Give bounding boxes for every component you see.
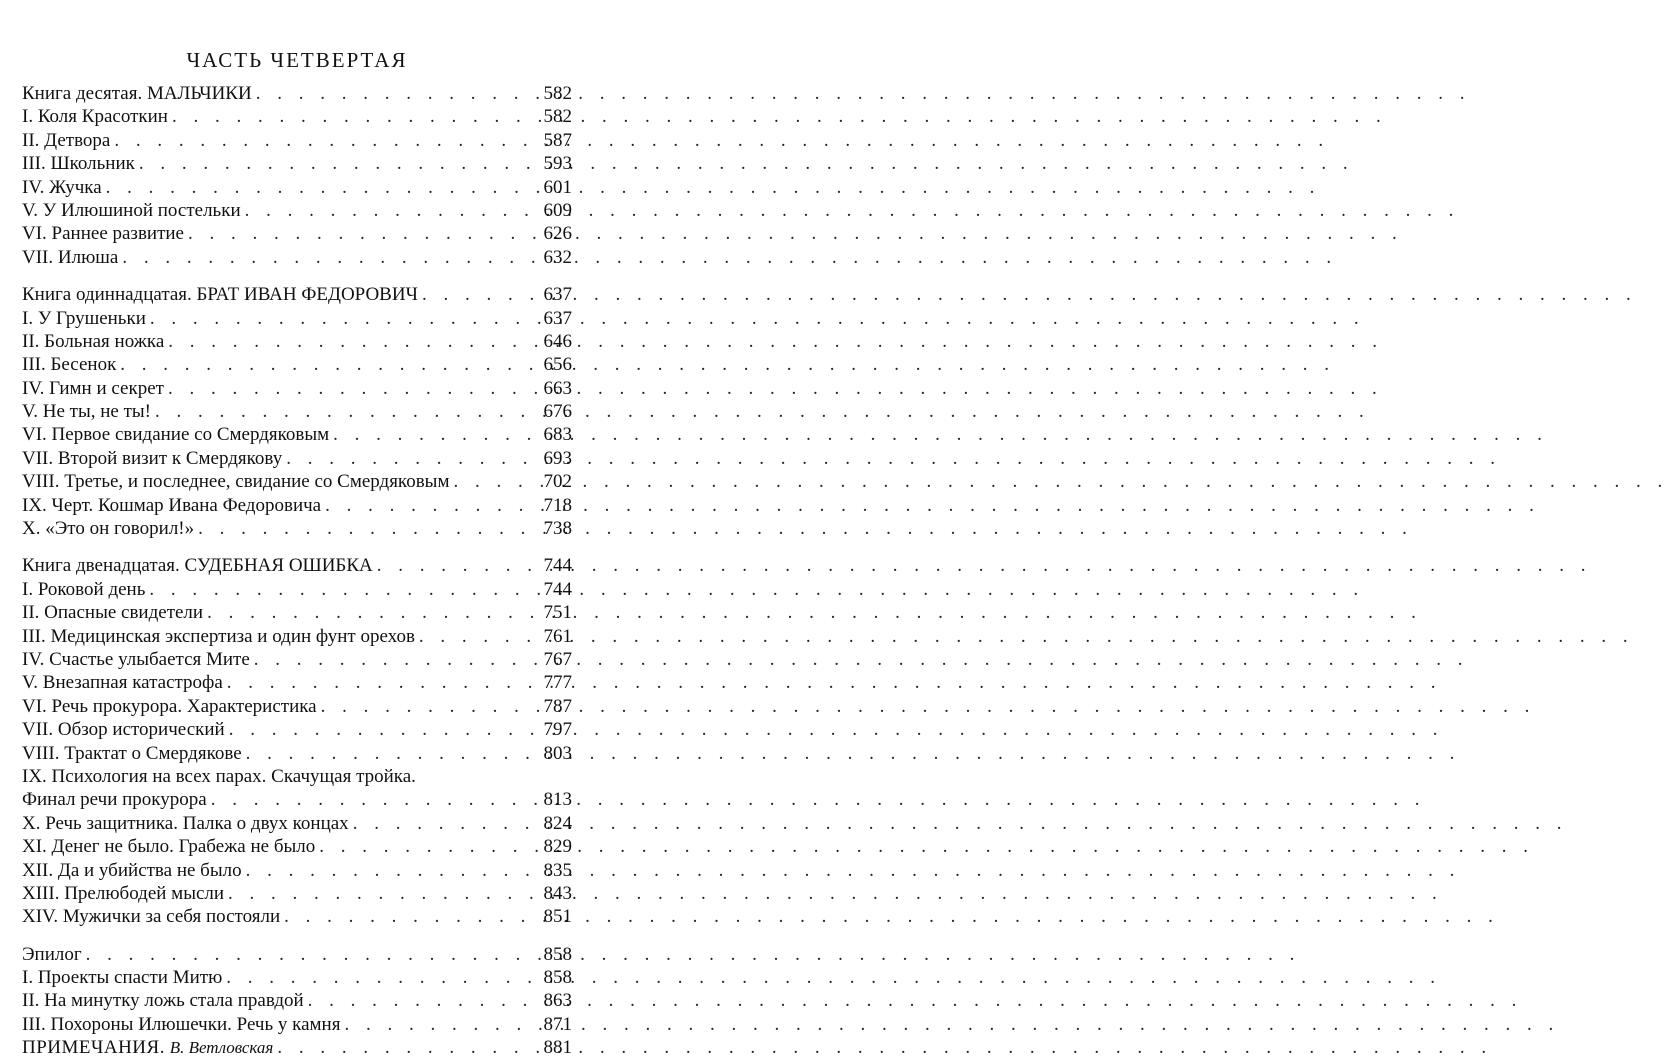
entry-title: II. На минутку ложь стала правдой: [22, 990, 304, 1012]
entry-title: Финал речи прокурора: [22, 789, 207, 811]
entry-title: III. Бесенок: [22, 354, 117, 376]
entry-title: Книга двенадцатая. СУДЕБНАЯ ОШИБКА: [22, 555, 373, 577]
dot-leader: [120, 353, 534, 376]
page-number: 738: [543, 518, 572, 540]
toc-entry-chapter[interactable]: [22, 470, 572, 493]
entry-title: VIII. Третье, и последнее, свидание со Смердяковым: [22, 471, 450, 493]
entry-title: II. Больная ножка: [22, 330, 165, 352]
toc-entry-chapter[interactable]: [22, 788, 572, 811]
dot-leader: [419, 625, 534, 648]
toc-entry-chapter[interactable]: [22, 176, 572, 199]
page-number: 824: [543, 812, 572, 834]
page-number: 744: [543, 578, 572, 600]
toc-entry-chapter[interactable]: [22, 812, 572, 835]
toc-entry-chapter[interactable]: [22, 835, 572, 858]
page-number: 787: [543, 695, 572, 717]
page-number: 777: [543, 672, 572, 694]
dot-leader: [333, 423, 534, 446]
page-number: 718: [543, 494, 572, 516]
entry-title: V. Не ты, не ты!: [22, 401, 151, 423]
entry-title: VI. Раннее развитие: [22, 223, 184, 245]
page-number: 632: [543, 246, 572, 268]
dot-leader: [168, 377, 534, 400]
dot-leader: [319, 835, 534, 858]
dot-leader: [211, 788, 534, 811]
dot-leader: [198, 517, 534, 540]
dot-leader: [344, 1013, 534, 1036]
entry-title: I. Коля Красоткин: [22, 106, 168, 128]
dot-leader: [172, 105, 534, 128]
entry-title: XIV. Мужички за себя постояли: [22, 906, 281, 928]
toc-entry-chapter[interactable]: [22, 494, 572, 517]
entry-title: X. Речь защитника. Палка о двух концах: [22, 812, 349, 834]
entry-title: V. У Илюшиной постельки: [22, 199, 241, 221]
entry-title: IV. Жучка: [22, 176, 102, 198]
page-number: 829: [543, 836, 572, 858]
page-number: 744: [543, 555, 572, 577]
toc-entry-chapter[interactable]: [22, 859, 572, 882]
dot-leader: [277, 1036, 534, 1059]
page-number: 587: [543, 129, 572, 151]
toc-entry-chapter[interactable]: [22, 601, 572, 624]
dot-leader: [122, 246, 534, 269]
toc-entry-chapter[interactable]: [22, 671, 572, 694]
dot-leader: [227, 671, 534, 694]
page-number: 702: [543, 471, 572, 493]
entry-title: Книга одиннадцатая. БРАТ ИВАН ФЕДОРОВИЧ: [22, 284, 418, 306]
toc-entry-book-heading[interactable]: [22, 554, 572, 577]
page-number: 663: [543, 377, 572, 399]
toc-section: [22, 283, 572, 540]
page-number: 767: [543, 648, 572, 670]
toc-entry-chapter[interactable]: [22, 307, 572, 330]
notes-title: [22, 1036, 273, 1059]
dot-leader: [321, 695, 534, 718]
toc-entry-chapter[interactable]: [22, 517, 572, 540]
entry-title: VI. Речь прокурора. Характеристика: [22, 695, 317, 717]
entry-title: II. Опасные свидетели: [22, 602, 204, 624]
page-number: 813: [543, 789, 572, 811]
dot-leader: [246, 742, 534, 765]
page-number: 871: [543, 1013, 572, 1035]
entry-title: XIII. Прелюбодей мысли: [22, 882, 225, 904]
dot-leader: [155, 400, 534, 423]
toc-entry-chapter[interactable]: [22, 578, 572, 601]
entry-title: VIII. Трактат о Смердякове: [22, 742, 242, 764]
page-number: 582: [543, 106, 572, 128]
dot-leader: [150, 307, 534, 330]
page-number: 626: [543, 223, 572, 245]
page-number: 858: [543, 943, 572, 965]
toc-entry-chapter[interactable]: [22, 246, 572, 269]
dot-leader: [86, 943, 534, 966]
page-number: 851: [543, 906, 572, 928]
dot-leader: [106, 176, 534, 199]
page-number: 646: [543, 330, 572, 352]
dot-leader: [246, 859, 534, 882]
dot-leader: [228, 882, 534, 905]
entry-title: IX. Черт. Кошмар Ивана Федоровича: [22, 494, 322, 516]
toc-entry-chapter[interactable]: [22, 966, 572, 989]
page-number: 803: [543, 742, 572, 764]
dot-leader: [168, 330, 534, 353]
toc-entry-chapter[interactable]: [22, 765, 572, 788]
entry-title: I. Роковой день: [22, 578, 146, 600]
dot-leader: [207, 601, 534, 624]
entry-title: I. У Грушеньки: [22, 307, 146, 329]
notes-section: [22, 1036, 572, 1059]
dot-leader: [256, 82, 534, 105]
page-number: 858: [543, 967, 572, 989]
entry-title: VII. Илюша: [22, 246, 119, 268]
dot-leader: [284, 905, 534, 928]
dot-leader: [226, 966, 534, 989]
dot-leader: [422, 283, 534, 306]
page-number: 761: [543, 625, 572, 647]
entry-title: IV. Счастье улыбается Мите: [22, 648, 250, 670]
toc-entry-chapter[interactable]: [22, 695, 572, 718]
dot-leader: [245, 199, 534, 222]
toc-entry-chapter[interactable]: [22, 400, 572, 423]
dot-leader: [453, 470, 534, 493]
page-number: 683: [543, 424, 572, 446]
entry-title: Эпилог: [22, 943, 82, 965]
dot-leader: [325, 494, 534, 517]
page-number: 609: [543, 199, 572, 221]
toc-section: [22, 82, 572, 269]
dot-leader: [353, 812, 534, 835]
dot-leader: [377, 554, 534, 577]
table-of-contents: [22, 42, 572, 1060]
page-number: 637: [543, 307, 572, 329]
entry-title: VII. Второй визит к Смердякову: [22, 447, 283, 469]
toc-entry-chapter[interactable]: [22, 423, 572, 446]
entry-title: IV. Гимн и секрет: [22, 377, 164, 399]
toc-entry-chapter[interactable]: [22, 742, 572, 765]
page-number: 797: [543, 719, 572, 741]
page-number: 593: [543, 153, 572, 175]
entry-title: III. Похороны Илюшечки. Речь у камня: [22, 1013, 341, 1035]
entry-title: V. Внезапная катастрофа: [22, 672, 223, 694]
page-number: 676: [543, 401, 572, 423]
entry-title: I. Проекты спасти Митю: [22, 967, 223, 989]
toc-entry-notes[interactable]: [22, 1036, 572, 1059]
entry-title: XI. Денег не было. Грабежа не было: [22, 836, 316, 858]
toc-entry-book-heading[interactable]: [22, 82, 572, 105]
page-number: 751: [543, 602, 572, 624]
page-number: 843: [543, 882, 572, 904]
entry-title: II. Детвора: [22, 129, 111, 151]
dot-leader: [254, 648, 534, 671]
entry-title: VII. Обзор исторический: [22, 719, 225, 741]
toc-entry-book-heading[interactable]: [22, 283, 572, 306]
toc-entry-chapter[interactable]: [22, 648, 572, 671]
page-number: 693: [543, 447, 572, 469]
entry-title: Книга десятая. МАЛЬЧИКИ: [22, 83, 252, 104]
page-number: 835: [543, 859, 572, 881]
dot-leader: [286, 447, 534, 470]
toc-entry-chapter[interactable]: [22, 882, 572, 905]
toc-entry-chapter[interactable]: [22, 625, 572, 648]
page-number: 863: [543, 990, 572, 1012]
toc-section: [22, 554, 572, 928]
entry-title: III. Школьник: [22, 153, 135, 175]
notes-author: В. Ветловская: [169, 1038, 274, 1058]
dot-leader: [139, 152, 534, 175]
entry-title: XII. Да и убийства не было: [22, 859, 242, 881]
toc-sections: [22, 82, 572, 1036]
dot-leader: [149, 578, 534, 601]
entry-title: X. «Это он говорил!»: [22, 518, 195, 540]
toc-entry-chapter[interactable]: [22, 989, 572, 1012]
toc-entry-chapter[interactable]: [22, 353, 572, 376]
entry-title: III. Медицинская экспертиза и один фунт орехов: [22, 625, 415, 647]
dot-leader: [188, 222, 534, 245]
toc-entry-chapter[interactable]: [22, 199, 572, 222]
entry-title: IX. Психология на всех парах. Скачущая тройка.: [22, 765, 416, 787]
page-number: 881: [543, 1037, 572, 1059]
toc-entry-chapter[interactable]: [22, 718, 572, 741]
toc-entry-chapter[interactable]: [22, 377, 572, 400]
notes-label: ПРИМЕЧАНИЯ.: [22, 1037, 165, 1059]
toc-entry-chapter[interactable]: [22, 1013, 572, 1036]
toc-entry-book-heading[interactable]: [22, 943, 572, 966]
toc-entry-chapter[interactable]: [22, 152, 572, 175]
toc-section: [22, 943, 572, 1037]
toc-entry-chapter[interactable]: [22, 447, 572, 470]
toc-entry-chapter[interactable]: [22, 129, 572, 152]
entry-title: VI. Первое свидание со Смердяковым: [22, 424, 330, 446]
toc-entry-chapter[interactable]: [22, 222, 572, 245]
toc-entry-chapter[interactable]: [22, 105, 572, 128]
dot-leader: [114, 129, 534, 152]
toc-entry-chapter[interactable]: [22, 330, 572, 353]
toc-entry-chapter[interactable]: [22, 905, 572, 928]
page-number: 637: [543, 284, 572, 306]
page-number: 601: [543, 176, 572, 198]
page-number: 582: [543, 83, 572, 104]
page-number: 656: [543, 354, 572, 376]
dot-leader: [229, 718, 534, 741]
dot-leader: [308, 989, 534, 1012]
part-title: ЧАСТЬ ЧЕТВЕРТАЯ: [186, 48, 408, 72]
